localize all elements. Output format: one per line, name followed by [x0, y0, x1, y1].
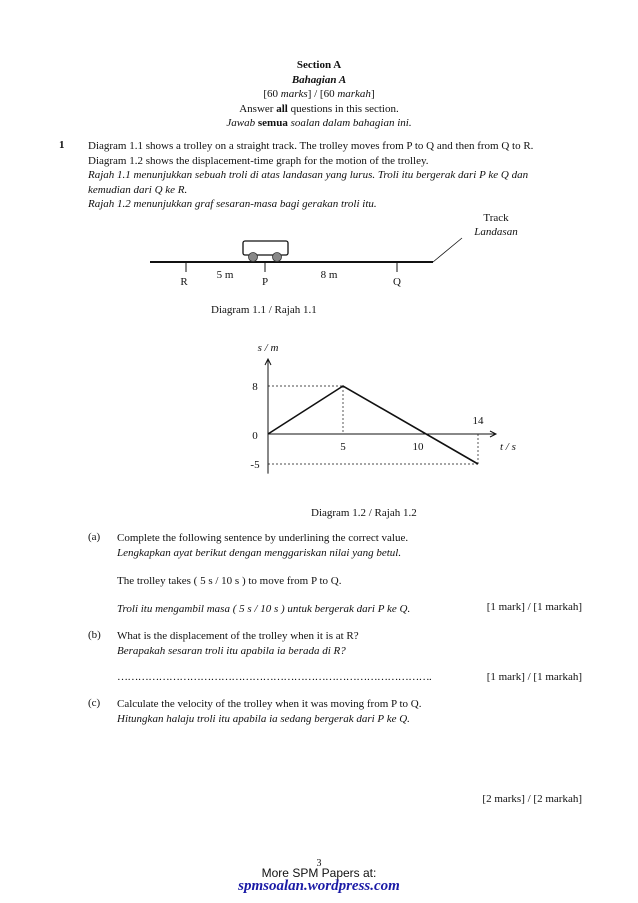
series-line-displacement — [268, 386, 478, 464]
point-p-label: P — [261, 276, 269, 288]
stem-line-3: Rajah 1.1 menunjukkan sebuah troli di atas landasan yang lurus. Troli itu bergerak dari P ke Q dan — [88, 169, 529, 181]
part-b-question: What is the displacement of the trolley when it is at R? — [117, 630, 359, 642]
question-number: 1 — [59, 139, 65, 151]
part-a-marks: [1 mark] / [1 markah] — [486, 601, 582, 613]
part-a-question: Complete the following sentence by underlining the correct value. — [117, 532, 409, 544]
x-tick-label: 5 — [340, 441, 346, 453]
y-tick-label: 0 — [252, 430, 258, 442]
section-title: Section A — [296, 59, 342, 71]
trolley-body — [243, 241, 288, 255]
x-tick-label: 14 — [472, 415, 484, 427]
part-b — [117, 629, 587, 658]
y-axis-label: s / m — [257, 342, 279, 354]
part-c-marks: [2 marks] / [2 markah] — [482, 793, 582, 805]
instruction-en: Answer all questions in this section. — [239, 102, 399, 115]
part-c-question-ms: Hitungkan halaju troli itu apabila ia sedang bergerak dari P ke Q. — [117, 712, 410, 725]
instruction-ms: Jawab semua soalan dalam bahagian ini. — [226, 117, 412, 129]
part-c-question: Calculate the velocity of the trolley when it was moving from P to Q. — [117, 698, 422, 710]
distance-rp-label: 5 m — [216, 269, 234, 281]
part-a-sentence: The trolley takes ( 5 s / 10 s ) to move from P to Q. — [117, 575, 342, 587]
part-c — [117, 697, 587, 726]
distance-pq-label: 8 m — [320, 269, 338, 281]
part-b-marks: [1 mark] / [1 markah] — [486, 671, 582, 683]
footer-site-link[interactable]: spmsoalan.wordpress.com — [238, 878, 400, 894]
graph-layer — [250, 342, 515, 474]
part-a-sentence-ms: Troli itu mengambil masa ( 5 s / 10 s ) untuk bergerak dari P ke Q. — [117, 602, 411, 615]
section-title-ms: Bahagian A — [291, 73, 347, 86]
track-pointer — [433, 238, 462, 262]
part-b-label: (b) — [88, 629, 101, 641]
stem-line-5: Rajah 1.2 menunjukkan graf sesaran-masa bagi gerakan troli itu. — [88, 198, 377, 210]
stem-line-2: Diagram 1.2 shows the displacement-time graph for the motion of the trolley. — [88, 154, 429, 167]
trolley-wheel-left — [249, 253, 258, 262]
part-b-answer-line[interactable]: ………………………………………………………………………………. — [117, 671, 432, 683]
diagram-1-2-caption: Diagram 1.2 / Rajah 1.2 — [311, 507, 417, 519]
y-tick-label: 8 — [252, 381, 258, 393]
x-axis-label: t / s — [500, 441, 516, 453]
track-label-ms: Landasan — [474, 226, 518, 238]
stem-line-4: kemudian dari Q ke R. — [88, 183, 188, 196]
part-b-question-ms: Berapakah sesaran troli itu apabila ia berada di R? — [117, 644, 346, 657]
track-label: Track — [483, 212, 509, 224]
part-a-question-ms: Lengkapkan ayat berikut dengan menggariskan nilai yang betul. — [117, 546, 402, 559]
y-tick-label: -5 — [250, 459, 260, 471]
total-marks: [60 marks] / [60 markah] — [263, 88, 375, 100]
trolley-wheel-right — [273, 253, 282, 262]
stem-line-1: Diagram 1.1 shows a trolley on a straight track. The trolley moves from P to Q and then from Q to R. — [88, 140, 534, 152]
diagram-1-2-graph — [0, 330, 638, 495]
part-c-label: (c) — [88, 697, 101, 709]
diagram-1-1 — [0, 205, 638, 320]
page-number: 3 — [316, 858, 322, 869]
section-header — [0, 58, 638, 131]
x-tick-label: 10 — [412, 441, 424, 453]
diagram-1-1-caption: Diagram 1.1 / Rajah 1.1 — [211, 304, 317, 316]
point-r-label: R — [180, 276, 188, 288]
part-c-answer-space[interactable] — [117, 730, 557, 785]
part-a-label: (a) — [88, 531, 101, 543]
footer-more: More SPM Papers at: — [261, 866, 377, 880]
point-q-label: Q — [393, 276, 401, 288]
question-stem — [88, 139, 598, 212]
